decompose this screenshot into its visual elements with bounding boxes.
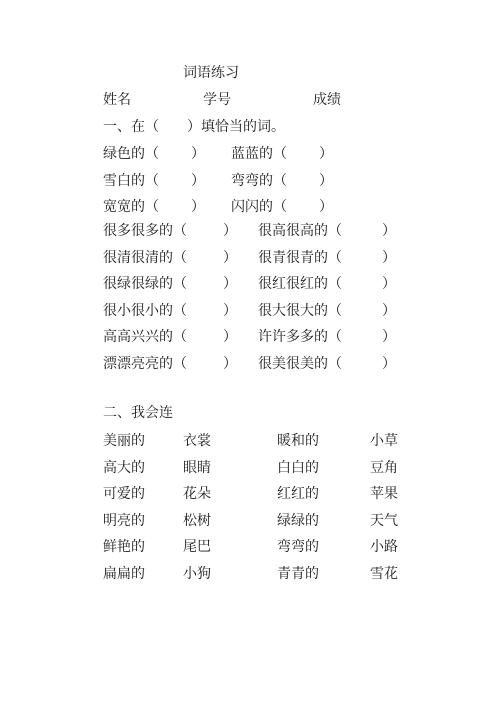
open-paren: （ xyxy=(273,172,287,189)
open-paren: （ xyxy=(173,249,187,266)
blank-item-word: 绿色的 xyxy=(103,146,145,162)
open-paren: （ xyxy=(328,276,342,292)
open-paren: （ xyxy=(145,199,159,215)
close-paren: ） xyxy=(191,146,205,162)
blank-item-word: 闪闪的 xyxy=(231,199,273,215)
match-adjective: 鲜艳的 xyxy=(103,539,145,555)
blank-item-word: 很绿很绿的 xyxy=(103,276,173,292)
blank-item-word: 很青很青的 xyxy=(258,249,328,266)
blank-item-word: 宽宽的 xyxy=(103,199,145,215)
blank-item xyxy=(258,328,396,346)
match-noun: 小路 xyxy=(370,539,398,555)
close-paren: ） xyxy=(382,329,396,345)
match-adjective: 暖和的 xyxy=(277,433,319,449)
blank-item-word: 蓝蓝的 xyxy=(231,146,273,162)
match-noun: 衣裳 xyxy=(183,433,211,449)
blank-item xyxy=(258,222,396,240)
match-noun: 尾巴 xyxy=(183,539,211,555)
match-adjective: 弯弯的 xyxy=(277,539,319,555)
match-adjective: 扁扁的 xyxy=(103,565,145,582)
blank-item-word: 许许多多的 xyxy=(258,329,328,345)
blank-item-word: 很多很多的 xyxy=(103,223,173,239)
blank-item-word: 很清很清的 xyxy=(103,249,173,266)
match-adjective: 红红的 xyxy=(277,486,319,502)
score-label: 成绩 xyxy=(313,92,341,108)
match-noun: 天气 xyxy=(370,512,398,529)
blank-item-word: 漂漂亮亮的 xyxy=(103,355,173,372)
open-paren: （ xyxy=(328,249,342,266)
open-paren: （ xyxy=(173,355,187,372)
close-paren: ） xyxy=(191,199,205,215)
blank-item-word: 高高兴兴的 xyxy=(103,329,173,345)
blank-item xyxy=(258,355,396,373)
close-paren: ） xyxy=(319,172,333,189)
open-paren: （ xyxy=(173,276,187,292)
blank-item xyxy=(231,198,333,216)
blank-item-word: 很红很红的 xyxy=(258,276,328,292)
match-adjective: 可爱的 xyxy=(103,486,145,502)
open-paren: （ xyxy=(273,146,287,162)
close-paren: ） xyxy=(223,302,237,319)
match-adjective: 白白的 xyxy=(277,459,319,476)
match-adjective: 青青的 xyxy=(277,565,319,582)
blank-item-word: 很大很大的 xyxy=(258,302,328,319)
blank-item xyxy=(231,172,333,190)
match-adjective: 绿绿的 xyxy=(277,512,319,529)
match-noun: 小草 xyxy=(370,433,398,449)
match-noun: 眼睛 xyxy=(183,459,211,476)
blank-item xyxy=(103,328,237,346)
close-paren: ） xyxy=(382,249,396,266)
close-paren: ） xyxy=(191,172,205,189)
close-paren: ） xyxy=(319,199,333,215)
close-paren: ） xyxy=(382,302,396,319)
blank-item-word: 弯弯的 xyxy=(231,172,273,189)
blank-item xyxy=(103,275,237,293)
open-paren: （ xyxy=(173,223,187,239)
close-paren: ） xyxy=(223,276,237,292)
blank-item xyxy=(103,222,237,240)
blank-item xyxy=(258,249,396,267)
open-paren: （ xyxy=(328,302,342,319)
section2-heading: 二、我会连 xyxy=(103,405,173,421)
blank-item xyxy=(103,249,237,267)
close-paren: ） xyxy=(319,146,333,162)
open-paren: （ xyxy=(273,199,287,215)
close-paren: ） xyxy=(223,223,237,239)
blank-item-word: 雪白的 xyxy=(103,172,145,189)
open-paren: （ xyxy=(328,223,342,239)
match-noun: 松树 xyxy=(183,512,211,529)
open-paren: （ xyxy=(145,172,159,189)
section1-heading: 一、在（ ）填恰当的词。 xyxy=(103,119,285,135)
blank-item xyxy=(231,145,333,163)
close-paren: ） xyxy=(382,223,396,239)
blank-item xyxy=(103,355,237,373)
blank-item xyxy=(103,145,205,163)
open-paren: （ xyxy=(145,146,159,162)
blank-item-word: 很小很小的 xyxy=(103,302,173,319)
blank-item xyxy=(103,172,205,190)
name-label: 姓名 xyxy=(103,92,131,108)
match-adjective: 高大的 xyxy=(103,459,145,476)
match-adjective: 美丽的 xyxy=(103,433,145,449)
student-number-label: 学号 xyxy=(203,92,231,108)
match-noun: 豆角 xyxy=(370,459,398,476)
match-noun: 雪花 xyxy=(370,565,398,582)
match-noun: 小狗 xyxy=(183,565,211,582)
open-paren: （ xyxy=(328,355,342,372)
worksheet-title: 词语练习 xyxy=(183,65,239,81)
blank-item xyxy=(258,275,396,293)
close-paren: ） xyxy=(223,329,237,345)
open-paren: （ xyxy=(173,302,187,319)
open-paren: （ xyxy=(328,329,342,345)
blank-item-word: 很高很高的 xyxy=(258,223,328,239)
close-paren: ） xyxy=(382,276,396,292)
match-adjective: 明亮的 xyxy=(103,512,145,529)
blank-item xyxy=(103,302,237,320)
blank-item xyxy=(103,198,205,216)
blank-item-word: 很美很美的 xyxy=(258,355,328,372)
close-paren: ） xyxy=(223,249,237,266)
open-paren: （ xyxy=(173,329,187,345)
close-paren: ） xyxy=(223,355,237,372)
match-noun: 苹果 xyxy=(370,486,398,502)
match-noun: 花朵 xyxy=(183,486,211,502)
close-paren: ） xyxy=(382,355,396,372)
blank-item xyxy=(258,302,396,320)
